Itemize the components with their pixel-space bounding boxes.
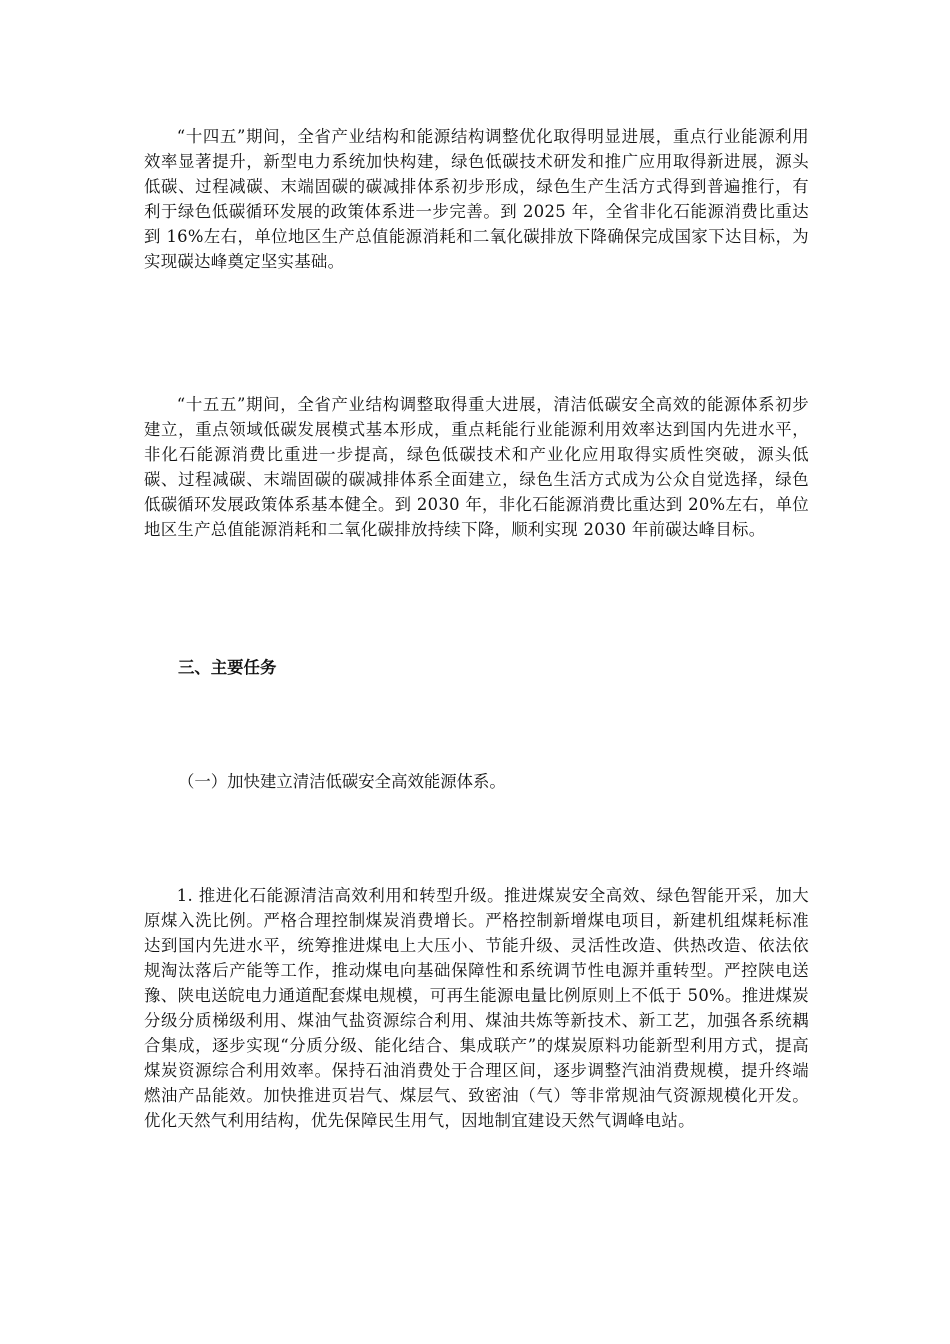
paragraph-15th-five-year: “十五五”期间，全省产业结构调整取得重大进展，清洁低碳安全高效的能源体系初步建立，重点领域低碳发展模式基本形成，重点耗能行业能源利用效率达到国内先进水平，非化石能源消费比重进一步提高，绿色低碳技术和产业化应用取得实质性突破，源头低碳、过程减碳、末端固碳的碳减排体系全面建立，绿色生活方式成为公众自觉选择，绿色低碳循环发展政策体系基本健全。到 2030 年，非化石能源消费比重达到 20%左右，单位地区生产总值能源消耗和二氧化碳排放持续下降，顺利实现 2030 年前碳达峰目标。	[144, 395, 809, 539]
subsection-heading-energy-system: （一）加快建立清洁低碳安全高效能源体系。	[178, 772, 506, 791]
section-heading-main-tasks: 三、主要任务	[178, 658, 277, 677]
paragraph-14th-five-year: “十四五”期间，全省产业结构和能源结构调整优化取得明显进展，重点行业能源利用效率显著提升，新型电力系统加快构建，绿色低碳技术研发和推广应用取得新进展，源头低碳、过程减碳、末端固碳的碳减排体系初步形成，绿色生产生活方式得到普遍推行，有利于绿色低碳循环发展的政策体系进一步完善。到 2025 年，全省非化石能源消费比重达到 16%左右，单位地区生产总值能源消耗和二氧化碳排放下降确保完成国家下达目标，为实现碳达峰奠定坚实基础。	[144, 127, 809, 271]
paragraph-fossil-energy: 1. 推进化石能源清洁高效利用和转型升级。推进煤炭安全高效、绿色智能开采，加大原煤入洗比例。严格合理控制煤炭消费增长。严格控制新增煤电项目，新建机组煤耗标准达到国内先进水平，统筹推进煤电上大压小、节能升级、灵活性改造、供热改造、依法依规淘汰落后产能等工作，推动煤电向基础保障性和系统调节性电源并重转型。严控陕电送豫、陕电送皖电力通道配套煤电规模，可再生能源电量比例原则上不低于 50%。推进煤炭分级分质梯级利用、煤油气盐资源综合利用、煤油共炼等新技术、新工艺，加强各系统耦合集成，逐步实现“分质分级、能化结合、集成联产”的煤炭原料功能新型利用方式，提高煤炭资源综合利用效率。保持石油消费处于合理区间，逐步调整汽油消费规模，提升终端燃油产品能效。加快推进页岩气、煤层气、致密油（气）等非常规油气资源规模化开发。优化天然气利用结构，优先保障民生用气，因地制宜建设天然气调峰电站。	[144, 886, 809, 1130]
